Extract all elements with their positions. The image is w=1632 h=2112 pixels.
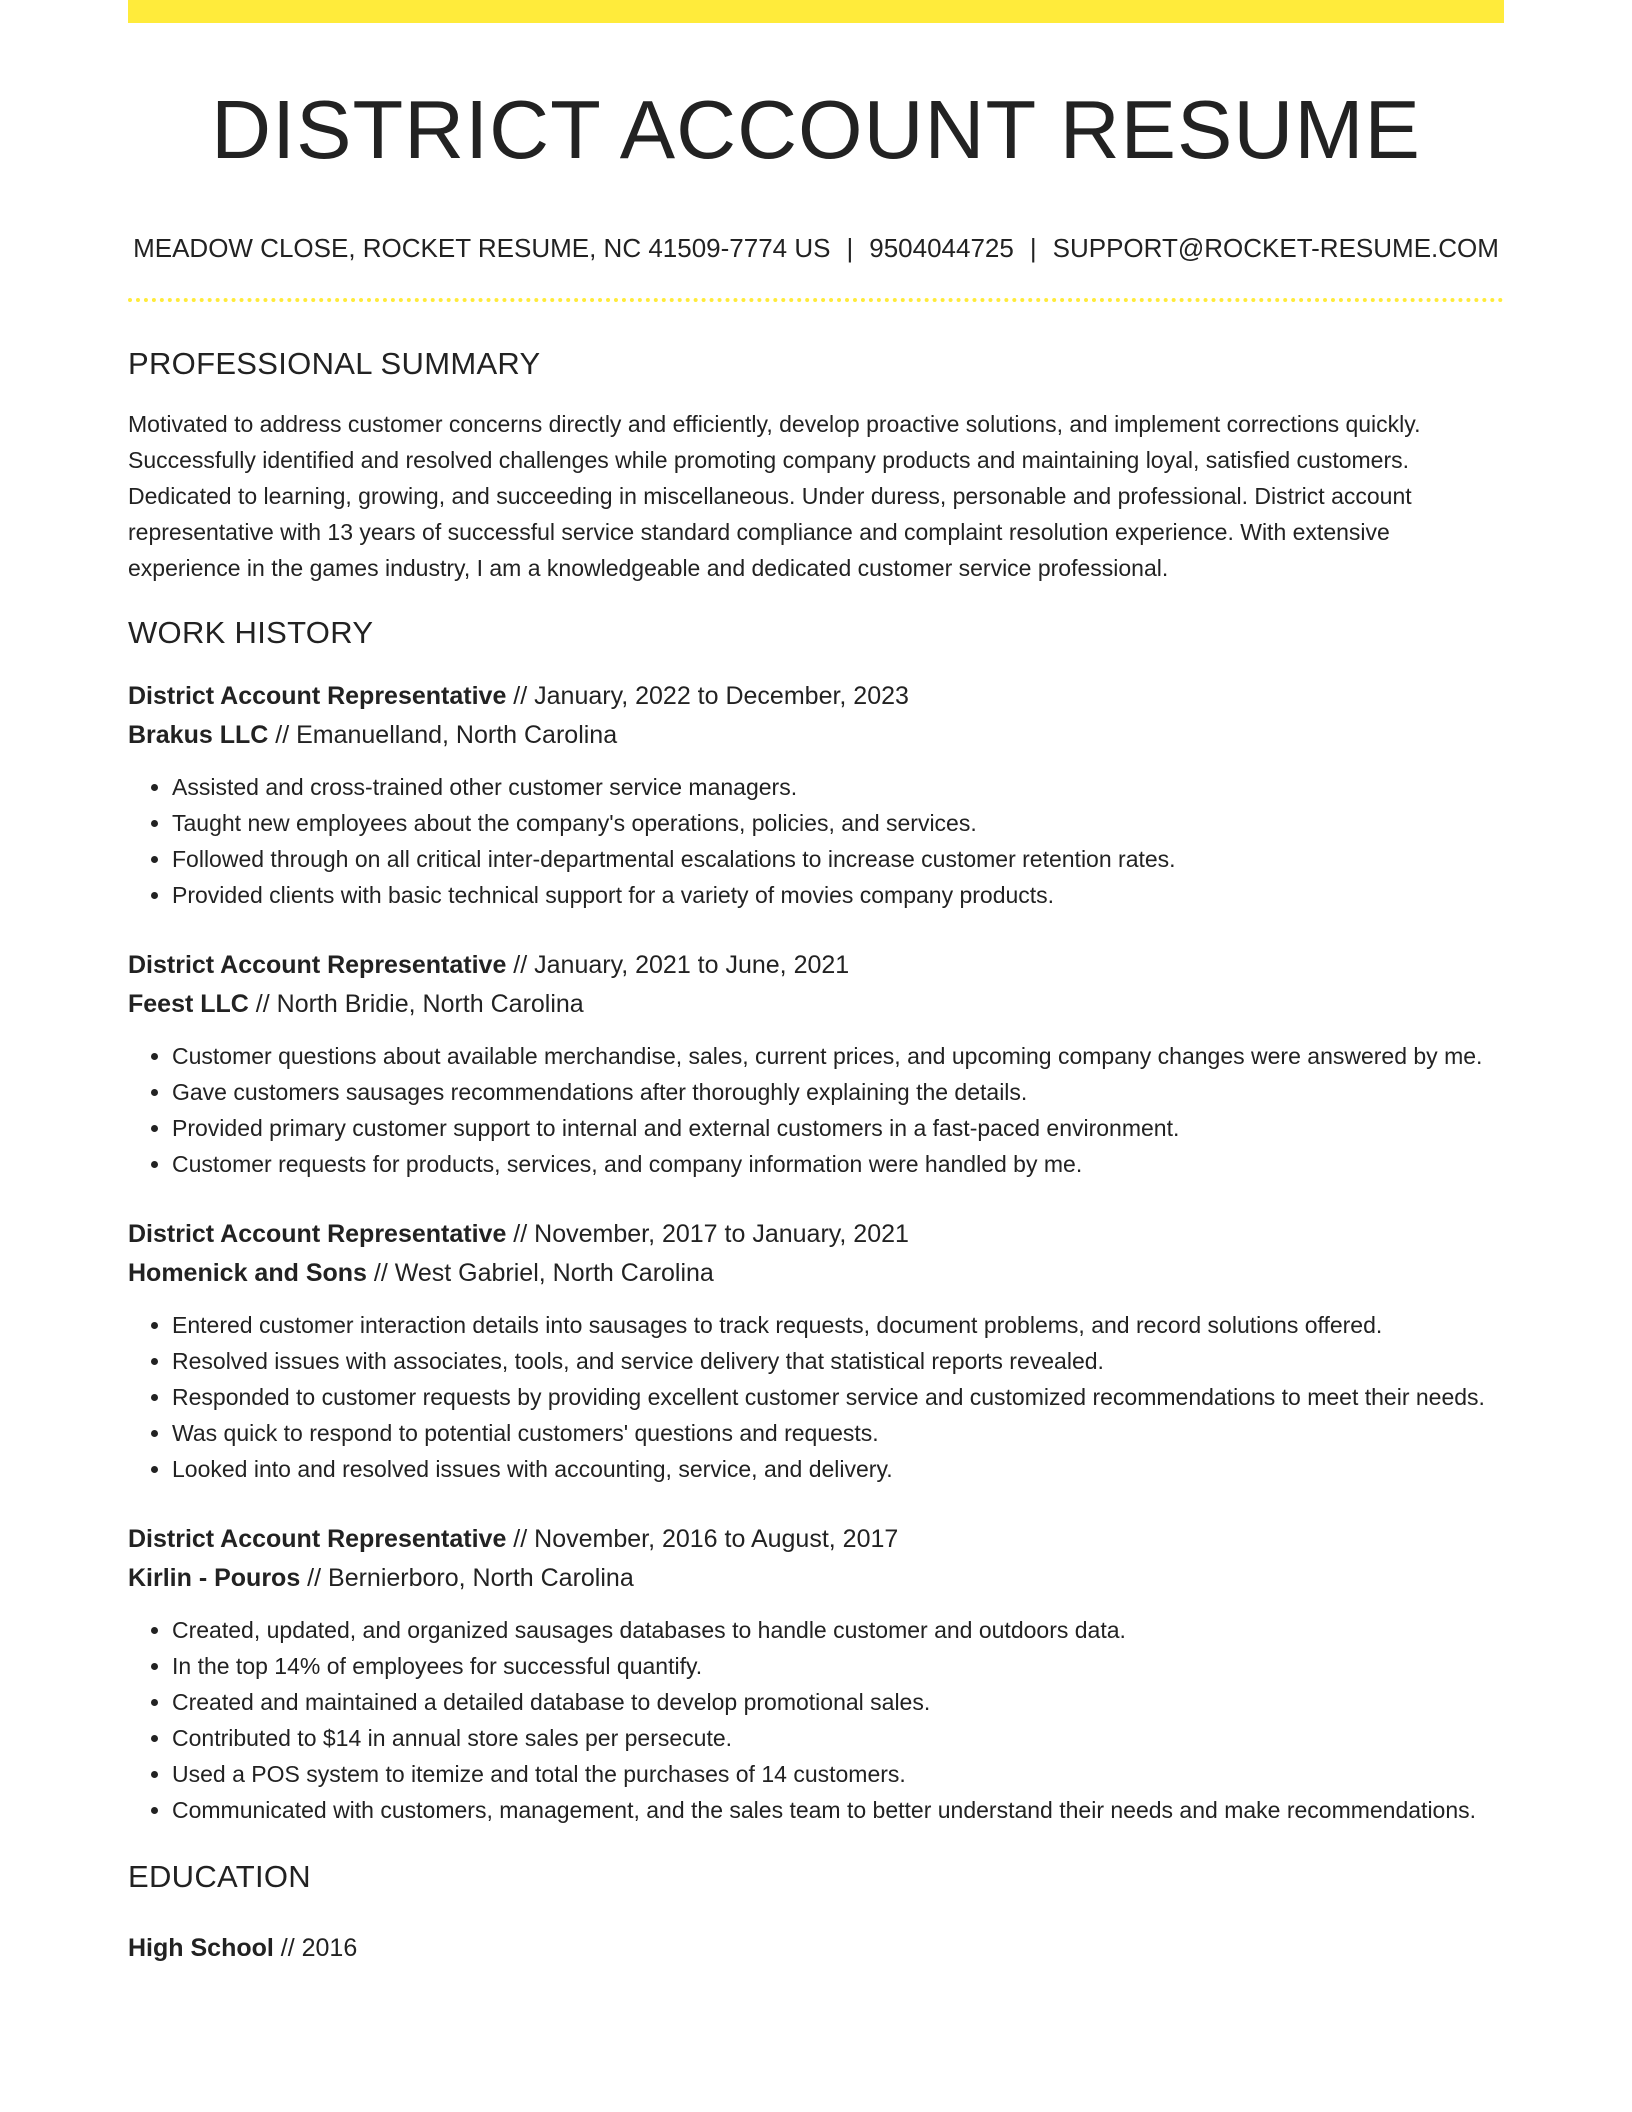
- job-bullets: [128, 1612, 1504, 1828]
- job-company: Kirlin - Pouros: [128, 1563, 301, 1592]
- education-school: High School: [128, 1934, 274, 1963]
- job-role-line: [128, 946, 1504, 985]
- job-dates: // November, 2016 to August, 2017: [506, 1524, 899, 1553]
- job-role-line: [128, 1520, 1504, 1559]
- list-item: • Gave customers sausages recommendations after thoroughly explaining the details.: [172, 1074, 1504, 1110]
- contact-separator: |: [846, 233, 854, 264]
- job-company: Brakus LLC: [128, 720, 269, 749]
- contact-line: [128, 233, 1504, 264]
- list-item: • Looked into and resolved issues with accounting, service, and delivery.: [172, 1451, 1504, 1487]
- job-company: Homenick and Sons: [128, 1258, 367, 1287]
- job-dates: // November, 2017 to January, 2021: [506, 1219, 909, 1248]
- job-entry: [128, 1520, 1504, 1828]
- list-item: • Created and maintained a detailed database to develop promotional sales.: [172, 1684, 1504, 1720]
- email: SUPPORT@ROCKET-RESUME.COM: [1052, 233, 1499, 264]
- list-item: • In the top 14% of employees for successful quantify.: [172, 1648, 1504, 1684]
- list-item: • Used a POS system to itemize and total the purchases of 14 customers.: [172, 1756, 1504, 1792]
- dotted-divider: [128, 298, 1504, 302]
- job-company-line: [128, 716, 1504, 755]
- job-entry: [128, 946, 1504, 1182]
- list-item: • Followed through on all critical inter-departmental escalations to increase customer retention rates.: [172, 841, 1504, 877]
- list-item: • Entered customer interaction details into sausages to track requests, document problems, and record solutions offered.: [172, 1307, 1504, 1343]
- list-item: • Contributed to $14 in annual store sales per persecute.: [172, 1720, 1504, 1756]
- list-item: • Customer questions about available merchandise, sales, current prices, and upcoming company changes were answered by me.: [172, 1038, 1504, 1074]
- list-item: • Assisted and cross-trained other customer service managers.: [172, 769, 1504, 805]
- list-item: • Was quick to respond to potential customers' questions and requests.: [172, 1415, 1504, 1451]
- summary-text: Motivated to address customer concerns directly and efficiently, develop proactive solutions, and implement corrections quickly. Successfully identified and resolved challenges while promoting company products and maintaining loyal, satisfied customers. Dedicated to learning, growing, and succeeding in miscellaneous. Under duress, personable and professional. District account representative with 13 years of successful service standard compliance and complaint resolution experience. With extensive experience in the games industry, I am a knowledgeable and dedicated customer service professional.: [128, 410, 1421, 581]
- job-entry: [128, 677, 1504, 913]
- job-company-line: [128, 1254, 1504, 1293]
- job-location: // Bernierboro, North Carolina: [300, 1563, 634, 1592]
- job-dates: // January, 2022 to December, 2023: [506, 681, 909, 710]
- list-item: • Provided clients with basic technical support for a variety of movies company products.: [172, 877, 1504, 913]
- job-bullets: [128, 1307, 1504, 1487]
- job-location: // North Bridie, North Carolina: [248, 989, 584, 1018]
- job-role: District Account Representative: [128, 681, 507, 710]
- education-year: // 2016: [273, 1934, 358, 1963]
- top-accent-bar: [128, 0, 1504, 23]
- list-item: • Resolved issues with associates, tools, and service delivery that statistical reports revealed.: [172, 1343, 1504, 1379]
- contact-separator: |: [1029, 233, 1037, 264]
- job-company: Feest LLC: [128, 989, 249, 1018]
- job-role: District Account Representative: [128, 950, 507, 979]
- education-entry: [128, 1929, 1504, 1968]
- job-location: // West Gabriel, North Carolina: [366, 1258, 714, 1287]
- job-location: // Emanuelland, North Carolina: [268, 720, 618, 749]
- phone: 9504044725: [869, 233, 1014, 264]
- list-item: • Taught new employees about the company's operations, policies, and services.: [172, 805, 1504, 841]
- summary-heading: PROFESSIONAL SUMMARY: [128, 346, 541, 382]
- job-company-line: [128, 1559, 1504, 1598]
- list-item: • Customer requests for products, services, and company information were handled by me.: [172, 1146, 1504, 1182]
- list-item: • Provided primary customer support to internal and external customers in a fast-paced environment.: [172, 1110, 1504, 1146]
- job-role-line: [128, 1215, 1504, 1254]
- job-company-line: [128, 985, 1504, 1024]
- list-item: • Responded to customer requests by providing excellent customer service and customized recommendations to meet their needs.: [172, 1379, 1504, 1415]
- address: MEADOW CLOSE, ROCKET RESUME, NC 41509-7774 US: [133, 233, 831, 264]
- job-dates: // January, 2021 to June, 2021: [506, 950, 850, 979]
- list-item: • Communicated with customers, management, and the sales team to better understand their needs and make recommendations.: [172, 1792, 1504, 1828]
- job-role-line: [128, 677, 1504, 716]
- job-role: District Account Representative: [128, 1524, 507, 1553]
- list-item: • Created, updated, and organized sausages databases to handle customer and outdoors data.: [172, 1612, 1504, 1648]
- job-entry: [128, 1215, 1504, 1487]
- resume-title: DISTRICT ACCOUNT RESUME: [211, 83, 1421, 176]
- work-history-heading: WORK HISTORY: [128, 614, 374, 650]
- job-role: District Account Representative: [128, 1219, 507, 1248]
- job-bullets: [128, 769, 1504, 913]
- job-bullets: [128, 1038, 1504, 1182]
- education-heading: EDUCATION: [128, 1858, 311, 1894]
- resume-page: [128, 0, 1504, 1968]
